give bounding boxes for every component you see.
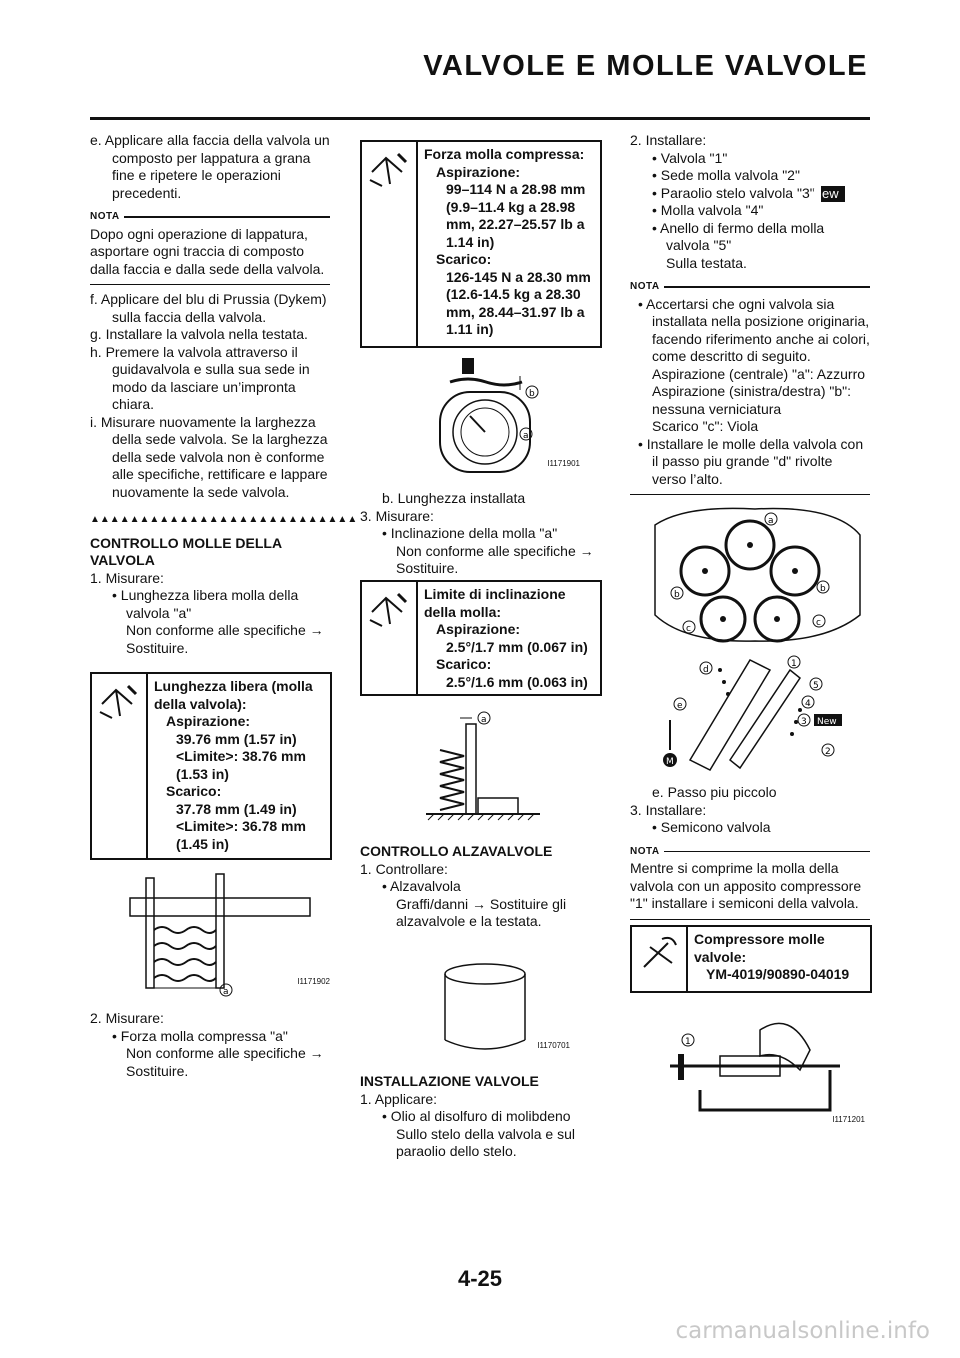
install-3: 3. Installare: (630, 801, 707, 818)
spec-line: Compressore molle valvole: (694, 931, 825, 965)
svg-text:5: 5 (813, 681, 819, 691)
spec-line: 2.5°/1.6 mm (0.063 in) (446, 673, 588, 690)
svg-text:a: a (523, 431, 529, 441)
svg-text:1: 1 (791, 659, 797, 669)
header-rule (90, 117, 870, 120)
spec-line: Aspirazione: (436, 621, 521, 637)
figure-valve-assembly (650, 650, 870, 778)
step-e: e. Applicare alla faccia della valvola un composto per lappatura a grana fine e ripetere le operazioni precedenti. (90, 132, 330, 201)
step-3-item: • Inclinazione della molla "a" (382, 525, 558, 541)
column-2-lifter (360, 843, 600, 931)
nota-line: Aspirazione (centrale) "a": Azzurro (652, 365, 866, 382)
step-1-cond: Non conforme alle specifiche → (126, 622, 324, 638)
svg-text:2: 2 (825, 747, 831, 757)
page-number: 4-25 (457, 1266, 503, 1291)
spec-line: 99–114 N a 28.98 mm (446, 181, 586, 197)
figure-code: I1171902 (297, 976, 330, 986)
svg-text:1: 1 (685, 1037, 691, 1047)
svg-text:c: c (686, 624, 691, 634)
figure-lifter (430, 958, 570, 1058)
figure-cylinder-head (645, 505, 870, 645)
step-2-item: • Forza molla compressa "a" (112, 1027, 288, 1044)
spec-line: Scarico: (436, 251, 492, 267)
spec-line: Limite di inclinazione della molla: (424, 586, 566, 620)
nota-item: • Accertarsi che ogni valvola sia installata nella posizione originaria, facendo riferimento anche ai colori, come descritto di seguito. (638, 295, 870, 364)
column-3 (630, 132, 870, 495)
install-item: • Anello di fermo della molla valvola "5" (652, 219, 825, 253)
nota-box (630, 843, 870, 920)
svg-text:4: 4 (805, 699, 811, 709)
spec-line: YM-4019/90890-04019 (706, 966, 850, 982)
spec-line: 39.76 mm (1.57 in) (176, 730, 297, 747)
nota-item: • Installare le molle della valvola con il passo piu grande "d" rivolte verso l’alto. (638, 435, 864, 487)
nota-text: Dopo ogni operazione di lappatura, asportare ogni traccia di composto dalla faccia e dalla sede della valvola. (90, 225, 325, 277)
install-location: Sulla testata. (666, 254, 747, 271)
step-2-action: Sostituire. (126, 1062, 189, 1079)
step-f: f. Applicare del blu di Prussia (Dykem) sulla faccia della valvola. (90, 291, 327, 325)
step-1-item: • Lunghezza libera molla della valvola "a" (112, 587, 299, 621)
nota-box (630, 278, 870, 495)
end-marks: ▲▲▲▲▲▲▲▲▲▲▲▲▲▲▲▲▲▲▲▲▲▲▲▲▲▲▲ (90, 514, 358, 525)
svg-text:New: New (817, 717, 837, 727)
install-item: • Valvola "1" (652, 149, 728, 166)
spec-line: (9.9–11.4 kg a 28.98 (446, 198, 576, 215)
spec-line: mm, 28.44–31.97 lb a (446, 303, 585, 320)
step-1-action: Sostituire. (126, 639, 189, 656)
page-title: VALVOLE E MOLLE VALVOLE (423, 50, 868, 82)
apply-1-item: • Olio al disolfuro di molibdeno (382, 1108, 571, 1124)
spec-line: Forza molla compressa: (424, 146, 585, 162)
nota-label: NOTA (630, 843, 870, 861)
column-3-bottom (630, 784, 870, 920)
svg-text:a: a (768, 516, 774, 526)
figure-compressor-tool (660, 1010, 865, 1130)
step-2-cond: Non conforme alle specifiche → (126, 1045, 324, 1061)
caliper-icon (362, 142, 418, 346)
spec-box-compressor (630, 925, 872, 993)
figure-code: I1170701 (537, 1040, 570, 1050)
section-heading: INSTALLAZIONE VALVOLE (360, 1073, 539, 1089)
spec-line: 2.5°/1.7 mm (0.067 in) (446, 638, 588, 655)
figure-code: I1171201 (832, 1114, 865, 1124)
step-g: g. Installare la valvola nella testata. (90, 326, 308, 342)
spec-line: 1.14 in) (446, 233, 495, 250)
nota-label: NOTA (90, 208, 330, 226)
step-1: 1. Misurare: (90, 569, 164, 586)
spec-line: Lunghezza libera (molla della valvola): (154, 678, 313, 712)
step-3-cond: Non conforme alle specifiche → (396, 542, 594, 559)
step-2: 2. Misurare: (90, 1010, 164, 1026)
watermark: carmanualsonline.info (675, 1318, 930, 1344)
step-3: 3. Misurare: (360, 507, 434, 524)
spec-box-compressed-force (360, 140, 602, 348)
spec-box-inclination (360, 580, 602, 696)
svg-text:e: e (677, 701, 683, 711)
column-2-install (360, 1073, 600, 1161)
spec-text (418, 142, 597, 346)
column-1 (90, 132, 358, 657)
nota-line: Aspirazione (sinistra/destra) "b": nessuna verniciatura (652, 383, 852, 417)
svg-text:c: c (816, 618, 821, 628)
spec-line: Aspirazione: (166, 713, 251, 729)
svg-text:b: b (674, 590, 680, 600)
svg-text:a: a (223, 987, 229, 997)
install-item-text: • Paraolio stelo valvola "3" (652, 184, 815, 201)
figure-spring-square (420, 706, 580, 834)
check-1: 1. Controllare: (360, 860, 448, 877)
apply-1-detail: Sullo stelo della valvola e sul paraolio dello stelo. (396, 1125, 575, 1159)
step-i: i. Misurare nuovamente la larghezza della sede valvola. Se la larghezza della sede valvola non è conforme alle specifiche, rettificare e lappare nuovamente la sede valvola. (90, 413, 328, 500)
column-1-bottom (90, 1010, 330, 1080)
svg-text:3: 3 (801, 717, 807, 727)
install-2: 2. Installare: (630, 132, 707, 148)
caliper-icon (362, 582, 418, 694)
new-badge: New (821, 186, 845, 202)
svg-text:b: b (529, 389, 535, 399)
spec-line: Scarico: (166, 783, 222, 799)
spec-text (688, 927, 870, 991)
caption-b: b. Lunghezza installata (382, 490, 526, 506)
svg-text:d: d (703, 665, 709, 675)
check-1-cond: Graffi/danni → Sostituire gli alzavalvole e la testata. (396, 895, 567, 929)
figure-code: I1171901 (547, 458, 580, 468)
caliper-icon (92, 674, 148, 858)
install-3-item: • Semicono valvola (652, 819, 771, 835)
spec-line: (12.6-14.5 kg a 28.30 (446, 286, 581, 302)
spec-line: <Limite>: 38.76 mm (176, 748, 306, 764)
svg-text:a: a (481, 715, 487, 725)
spec-line: Aspirazione: (436, 163, 521, 180)
install-item: • Sede molla valvola "2" (652, 167, 800, 183)
spec-line: 126-145 N a 28.30 mm (446, 268, 591, 285)
install-item (630, 185, 870, 203)
nota-line: Scarico "c": Viola (652, 418, 759, 434)
spec-line: (1.45 in) (176, 835, 229, 852)
spec-line: (1.53 in) (176, 765, 229, 782)
figure-caliper-spring (120, 868, 330, 1000)
svg-text:b: b (820, 584, 826, 594)
install-item: • Molla valvola "4" (652, 202, 764, 218)
spec-line: <Limite>: 36.78 mm (176, 818, 306, 834)
spec-line: 37.78 mm (1.49 in) (176, 800, 297, 817)
apply-1: 1. Applicare: (360, 1090, 438, 1107)
step-h: h. Premere la valvola attraverso il guidavalvola e sulla sua sede in modo da lasciare un’impronta chiara. (90, 343, 310, 412)
svg-text:M: M (666, 757, 674, 767)
wrench-icon (632, 927, 688, 991)
section-heading: CONTROLLO MOLLE DELLA VALVOLA (90, 534, 282, 568)
column-2-mid (360, 490, 600, 578)
nota-label: NOTA (630, 278, 870, 296)
caption-e: e. Passo piu piccolo (652, 784, 777, 800)
spec-text (148, 674, 330, 858)
spec-line: mm, 22.27–25.57 lb a (446, 216, 585, 232)
figure-spring-scale (420, 356, 580, 484)
spec-box-free-length (90, 672, 332, 860)
step-3-action: Sostituire. (396, 560, 459, 576)
spec-line: Scarico: (436, 656, 492, 672)
nota-box (90, 208, 330, 285)
section-heading: CONTROLLO ALZAVALVOLE (360, 843, 553, 859)
spec-line: 1.11 in) (446, 321, 494, 337)
check-1-item: • Alzavalvola (382, 878, 461, 894)
spec-text (418, 582, 600, 694)
nota-text: Mentre si comprime la molla della valvola con un apposito compressore "1" installare i semiconi della valvola. (630, 860, 862, 911)
